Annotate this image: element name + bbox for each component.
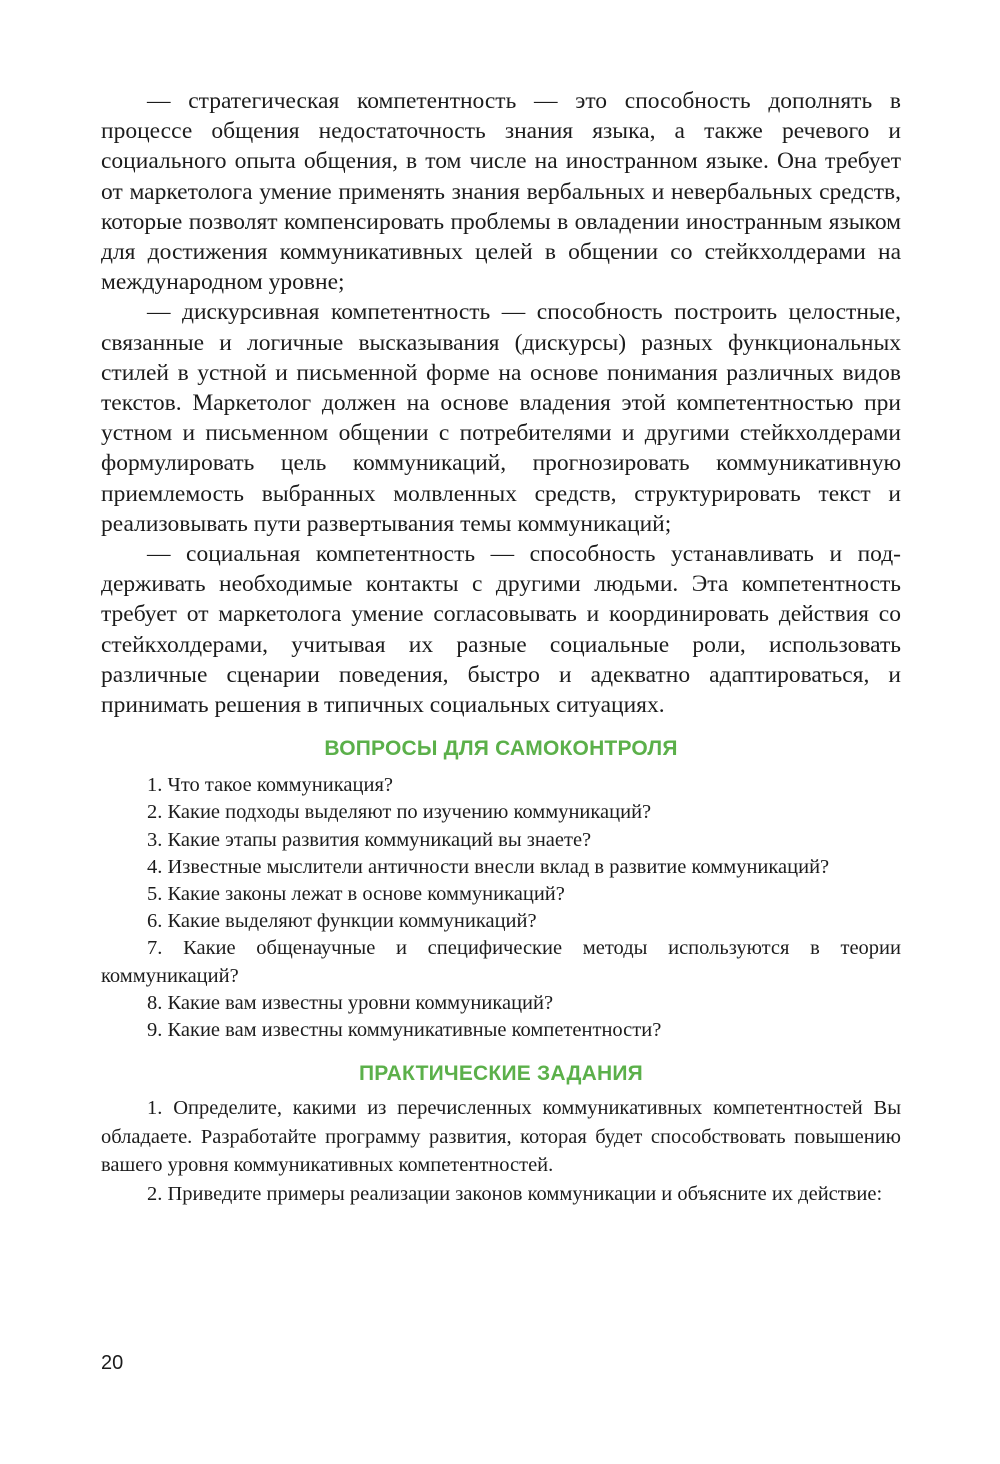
practice-heading: ПРАКТИЧЕСКИЕ ЗАДАНИЯ [359,1062,643,1086]
self-check-question-list [101,772,901,1044]
task-item: 2. Приведите примеры реализации законов коммуникации и объясните их действие: [147,1183,883,1206]
practice-task-list [101,1094,901,1208]
question-item: 5. Какие законы лежат в основе коммуникаций? [147,883,565,906]
body-paragraph-discursive: — дискурсивная компетентность — способность построить целостные, связанные и логичные высказывания (дискурсы) разных функциональных стилей в устной и письменной форме на основе понимания различных видов текстов. Маркетолог должен на основе владения этой компетентностью при устном и письменном общении с потребителями и другими стейкхолдерами формулировать цель коммуникаций, прогнозировать коммуникативную приемлемость выбранных молвленных средств, структурировать текст и реализовывать пути развертывания темы коммуникаций; [101,299,901,537]
question-item: 1. Что такое коммуникация? [147,774,393,797]
body-paragraph-social: — социальная компетентность — способность устанавливать и поддерживать необходимые контакты с другими людьми. Эта компетентность требует от маркетолога умение согласовывать и координировать действия со стейкхолдерами, учитывая их разные социальные роли, использовать различные сценарии поведения, быстро и адекватно адаптироваться, и принимать решения в типичных социальных ситуациях. [101,541,901,719]
question-item: 2. Какие подходы выделяют по изучению коммуникаций? [147,801,652,824]
question-item: 6. Какие выделяют функции коммуникаций? [147,910,537,933]
question-item: 3. Какие этапы развития коммуникаций вы знаете? [147,828,592,851]
question-item: 9. Какие вам известны коммуникативные компетентности? [147,1019,662,1042]
page-number: 20 [101,1352,124,1374]
page-content [101,86,901,1209]
question-item: 7. Какие общенаучные и специфические методы используются в теории коммуникаций? [101,937,901,987]
question-item: 4. Известные мыслители античности внесли вклад в развитие коммуникаций? [147,855,830,878]
self-check-heading: ВОПРОСЫ ДЛЯ САМОКОНТРОЛЯ [324,737,678,761]
body-paragraph-strategic: — стратегическая компетентность — это способность дополнять в процессе общения недостаточность знания языка, а также речевого и социального опыта общения, в том числе на иностранном языке. Она требует от маркетолога умение применять знания вербальных и невербальных средств, которые позволят компенсировать проблемы в овладении иностранным языком для достижения коммуникативных целей в общении со стейкхолдерами на международном уровне; [101,88,901,296]
question-item: 8. Какие вам известны уровни коммуникаций? [147,991,554,1014]
task-item: 1. Определите, какими из перечисленных коммуникативных компетентностей Вы обладаете. Разработайте программу развития, которая будет способствовать повышению вашего уровня коммуникативных компетентностей. [101,1097,901,1177]
